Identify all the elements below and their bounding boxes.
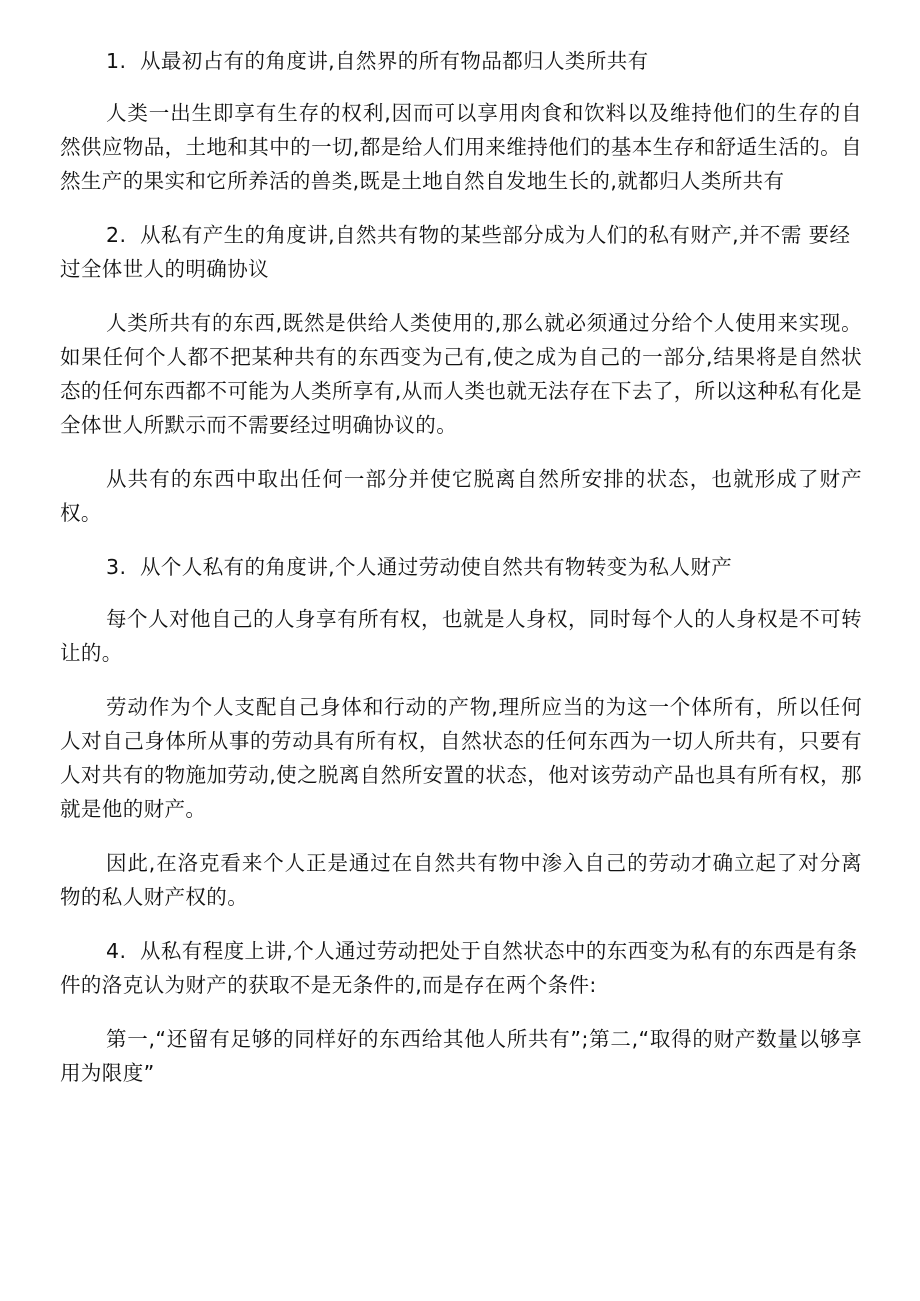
- body-paragraph: 人类一出生即享有生存的权利,因而可以享用肉食和饮料以及维持他们的生存的自然供应物品，土地和其中的一切,都是给人们用来维持他们的基本生存和舒适生活的。自然生产的果实和它所养活的兽类,既是土地自然自发地生长的,就都归人类所共有: [60, 101, 862, 193]
- section-heading-text: 从个人私有的角度讲,个人通过劳动使自然共有物转变为私人财产: [140, 555, 733, 579]
- section-heading-2: [60, 218, 862, 286]
- section-number: 3.: [106, 555, 127, 579]
- section-heading-text: 从私有程度上讲,个人通过劳动把处于自然状态中的东西变为私有的东西是有条件的洛克认为财产的获取不是无条件的,而是存在两个条件:: [60, 939, 858, 997]
- section-number: 2.: [106, 223, 127, 247]
- body-paragraph: 每个人对他自己的人身享有所有权，也就是人身权，同时每个人的人身权是不可转让的。: [60, 607, 862, 665]
- section-heading-3: [60, 550, 862, 584]
- body-paragraph: 劳动作为个人支配自己身体和行动的产物,理所应当的为这一个体所有，所以任何人对自己身体所从事的劳动具有所有权，自然状态的任何东西为一切人所共有，只要有人对共有的物施加劳动,使之脱离自然所安置的状态，他对该劳动产品也具有所有权，那就是他的财产。: [60, 695, 862, 821]
- section-heading-1: [60, 44, 862, 78]
- body-paragraph: 从共有的东西中取出任何一部分并使它脱离自然所安排的状态，也就形成了财产权。: [60, 467, 862, 525]
- body-paragraph: 人类所共有的东西,既然是供给人类使用的,那么就必须通过分给个人使用来实现。如果任何个人都不把某种共有的东西变为己有,使之成为自己的一部分,结果将是自然状态的任何东西都不可能为人类所享有,从而人类也就无法存在下去了，所以这种私有化是全体世人所默示而不需要经过明确协议的。: [60, 311, 862, 437]
- section-number: 4.: [106, 939, 127, 963]
- section-heading-4: [60, 934, 862, 1002]
- section-number: 1.: [106, 49, 127, 73]
- body-paragraph: 因此,在洛克看来个人正是通过在自然共有物中渗入自己的劳动才确立起了对分离物的私人财产权的。: [60, 851, 862, 909]
- section-heading-text: 从最初占有的角度讲,自然界的所有物品都归人类所共有: [140, 49, 649, 73]
- section-heading-text: 从私有产生的角度讲,自然共有物的某些部分成为人们的私有财产,并不需 要经过全体世人的明确协议: [60, 223, 851, 281]
- body-paragraph: 第一,“还留有足够的同样好的东西给其他人所共有”;第二,“取得的财产数量以够享用为限度”: [60, 1027, 862, 1085]
